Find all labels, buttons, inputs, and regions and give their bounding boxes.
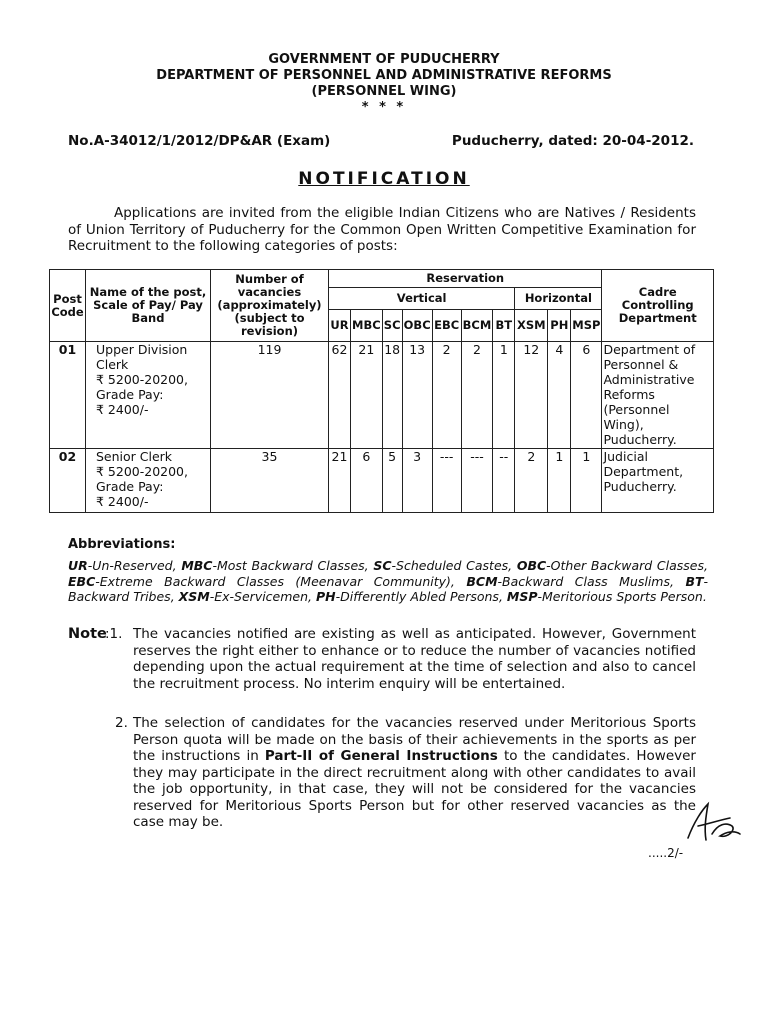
header-cadre: Cadre Controlling Department bbox=[602, 270, 714, 342]
table-row bbox=[50, 342, 714, 449]
abbreviation-meaning: -Backward Tribes, bbox=[68, 573, 709, 604]
header-mbc: MBC bbox=[351, 310, 383, 342]
row-vacancies: 35 bbox=[211, 449, 329, 513]
row-vacancies: 119 bbox=[211, 342, 329, 449]
note-2-text-b: to the candidates. However they may participate in the direct recruitment along with other candidates to avail the job opportunity, in that case, they will not be considered for the vacancies reserved for Meritorious Sports Person but for other reserved vacancies as the case may be. bbox=[133, 748, 696, 830]
header-horizontal: Horizontal bbox=[515, 288, 602, 310]
intro-text: Applications are invited from the eligible Indian Citizens who are Natives / Residents of Union Territory of Puducherry for the Common Open Written Competitive Examination for Recruitment to the following categories of posts: bbox=[68, 205, 696, 254]
row-grade-pay: ₹ 2400/- bbox=[96, 494, 149, 509]
posts-table bbox=[49, 269, 714, 513]
row-xsm: 12 bbox=[515, 342, 548, 449]
row-bcm: 2 bbox=[461, 342, 493, 449]
row-obc: 13 bbox=[402, 342, 432, 449]
abbreviation-meaning: -Other Backward Classes, bbox=[546, 558, 708, 573]
row-grade-label: Grade Pay: bbox=[96, 479, 164, 494]
abbreviation-meaning: -Extreme Backward Classes (Meenavar Community), bbox=[95, 573, 467, 589]
abbreviation-key: XSM bbox=[178, 589, 210, 604]
table-row bbox=[50, 449, 714, 513]
abbreviation-key: EBC bbox=[68, 573, 96, 589]
page-continuation: .....2/- bbox=[648, 846, 684, 860]
signature-mark bbox=[668, 800, 748, 850]
note-label: Note bbox=[68, 626, 107, 642]
abbreviation-key: BT bbox=[685, 573, 704, 589]
reference-line bbox=[68, 133, 694, 149]
abbreviation-key: SC bbox=[373, 558, 392, 573]
abbreviation-meaning: -Ex-Servicemen, bbox=[209, 589, 316, 604]
intro-paragraph bbox=[68, 205, 696, 255]
abbreviation-meaning: -Meritorious Sports Person. bbox=[537, 589, 707, 604]
row-ebc: --- bbox=[432, 449, 461, 513]
header-government: GOVERNMENT OF PUDUCHERRY bbox=[268, 52, 500, 67]
notification-title-wrap bbox=[0, 169, 768, 189]
note-2-text bbox=[133, 715, 696, 831]
row-scale: ₹ 5200-20200, bbox=[96, 464, 188, 479]
header-stars: * * * bbox=[361, 100, 407, 115]
row-obc: 3 bbox=[402, 449, 432, 513]
note-1-text: The vacancies notified are existing as well as anticipated. However, Government reserves the right either to enhance or to reduce the number of vacancies notified depending upon the actual requirement at the time of selection and also to cancel the recruitment process. No interim enquiry will be entertained. bbox=[133, 626, 696, 692]
row-code: 01 bbox=[50, 342, 86, 449]
row-post-name: Upper Division Clerk bbox=[96, 342, 188, 372]
header-bcm: BCM bbox=[461, 310, 493, 342]
row-post-name: Senior Clerk bbox=[96, 449, 173, 464]
row-bt: -- bbox=[493, 449, 515, 513]
abbreviation-key: OBC bbox=[516, 558, 547, 573]
note-2 bbox=[68, 715, 696, 835]
row-ur: 21 bbox=[329, 449, 351, 513]
row-post-cell bbox=[86, 342, 211, 449]
header-msp: MSP bbox=[571, 310, 602, 342]
row-ph: 4 bbox=[548, 342, 571, 449]
header-bt: BT bbox=[493, 310, 515, 342]
row-msp: 1 bbox=[571, 449, 602, 513]
row-bt: 1 bbox=[493, 342, 515, 449]
row-department: Judicial Department, Puducherry. bbox=[602, 449, 714, 513]
header-reservation: Reservation bbox=[329, 270, 602, 288]
row-post-cell bbox=[86, 449, 211, 513]
row-sc: 18 bbox=[382, 342, 402, 449]
abbreviations-heading: Abbreviations: bbox=[68, 537, 176, 552]
header-vertical: Vertical bbox=[329, 288, 515, 310]
header-ur: UR bbox=[329, 310, 351, 342]
header-department: DEPARTMENT OF PERSONNEL AND ADMINISTRATIVE REFORMS bbox=[156, 68, 612, 83]
header-sc: SC bbox=[382, 310, 402, 342]
header-ebc: EBC bbox=[432, 310, 461, 342]
row-mbc: 6 bbox=[351, 449, 383, 513]
row-ph: 1 bbox=[548, 449, 571, 513]
abbreviation-key: BCM bbox=[466, 573, 498, 589]
row-msp: 6 bbox=[571, 342, 602, 449]
row-bcm: --- bbox=[461, 449, 493, 513]
header-post-code: Post Code bbox=[50, 270, 86, 342]
header-xsm: XSM bbox=[515, 310, 548, 342]
header-wing: (PERSONNEL WING) bbox=[311, 84, 457, 99]
note-1 bbox=[68, 626, 696, 710]
abbreviation-key: MSP bbox=[506, 589, 538, 604]
abbreviation-meaning: -Backward Class Muslims, bbox=[497, 573, 686, 589]
header-obc: OBC bbox=[402, 310, 432, 342]
abbreviation-meaning: -Differently Abled Persons, bbox=[335, 589, 507, 604]
header-ph: PH bbox=[548, 310, 571, 342]
abbreviation-meaning: -Scheduled Castes, bbox=[391, 558, 517, 573]
note-1-number: :1. bbox=[105, 626, 123, 642]
abbreviation-meaning: -Un-Reserved, bbox=[87, 558, 182, 573]
abbreviation-key: MBC bbox=[181, 558, 213, 573]
abbreviations-list bbox=[68, 558, 708, 605]
note-2-emphasis: Part-II of General Instructions bbox=[264, 748, 498, 764]
row-xsm: 2 bbox=[515, 449, 548, 513]
letterhead bbox=[0, 52, 768, 116]
row-ur: 62 bbox=[329, 342, 351, 449]
row-ebc: 2 bbox=[432, 342, 461, 449]
reference-number: No.A-34012/1/2012/DP&AR (Exam) bbox=[68, 133, 331, 149]
header-post-name: Name of the post, Scale of Pay/ Pay Band bbox=[86, 270, 211, 342]
row-scale: ₹ 5200-20200, bbox=[96, 372, 188, 387]
row-mbc: 21 bbox=[351, 342, 383, 449]
header-vacancies: Number of vacancies (approximately) (subject to revision) bbox=[211, 270, 329, 342]
row-sc: 5 bbox=[382, 449, 402, 513]
row-department: Department of Personnel & Administrative Reforms (Personnel Wing), Puducherry. bbox=[602, 342, 714, 449]
row-grade-pay: ₹ 2400/- bbox=[96, 402, 149, 417]
row-code: 02 bbox=[50, 449, 86, 513]
abbreviation-key: PH bbox=[315, 589, 336, 604]
abbreviation-meaning: -Most Backward Classes, bbox=[212, 558, 374, 573]
note-2-text-a: The selection of candidates for the vacancies reserved under Meritorious Sports Person quota will be made on the basis of their achievements in the sports as per the instructions in bbox=[133, 715, 696, 764]
row-grade-label: Grade Pay: bbox=[96, 387, 164, 402]
notification-title: NOTIFICATION bbox=[298, 169, 470, 189]
reference-date: Puducherry, dated: 20-04-2012. bbox=[451, 133, 694, 149]
note-2-number: 2. bbox=[115, 715, 128, 731]
abbreviation-key: UR bbox=[68, 558, 88, 573]
